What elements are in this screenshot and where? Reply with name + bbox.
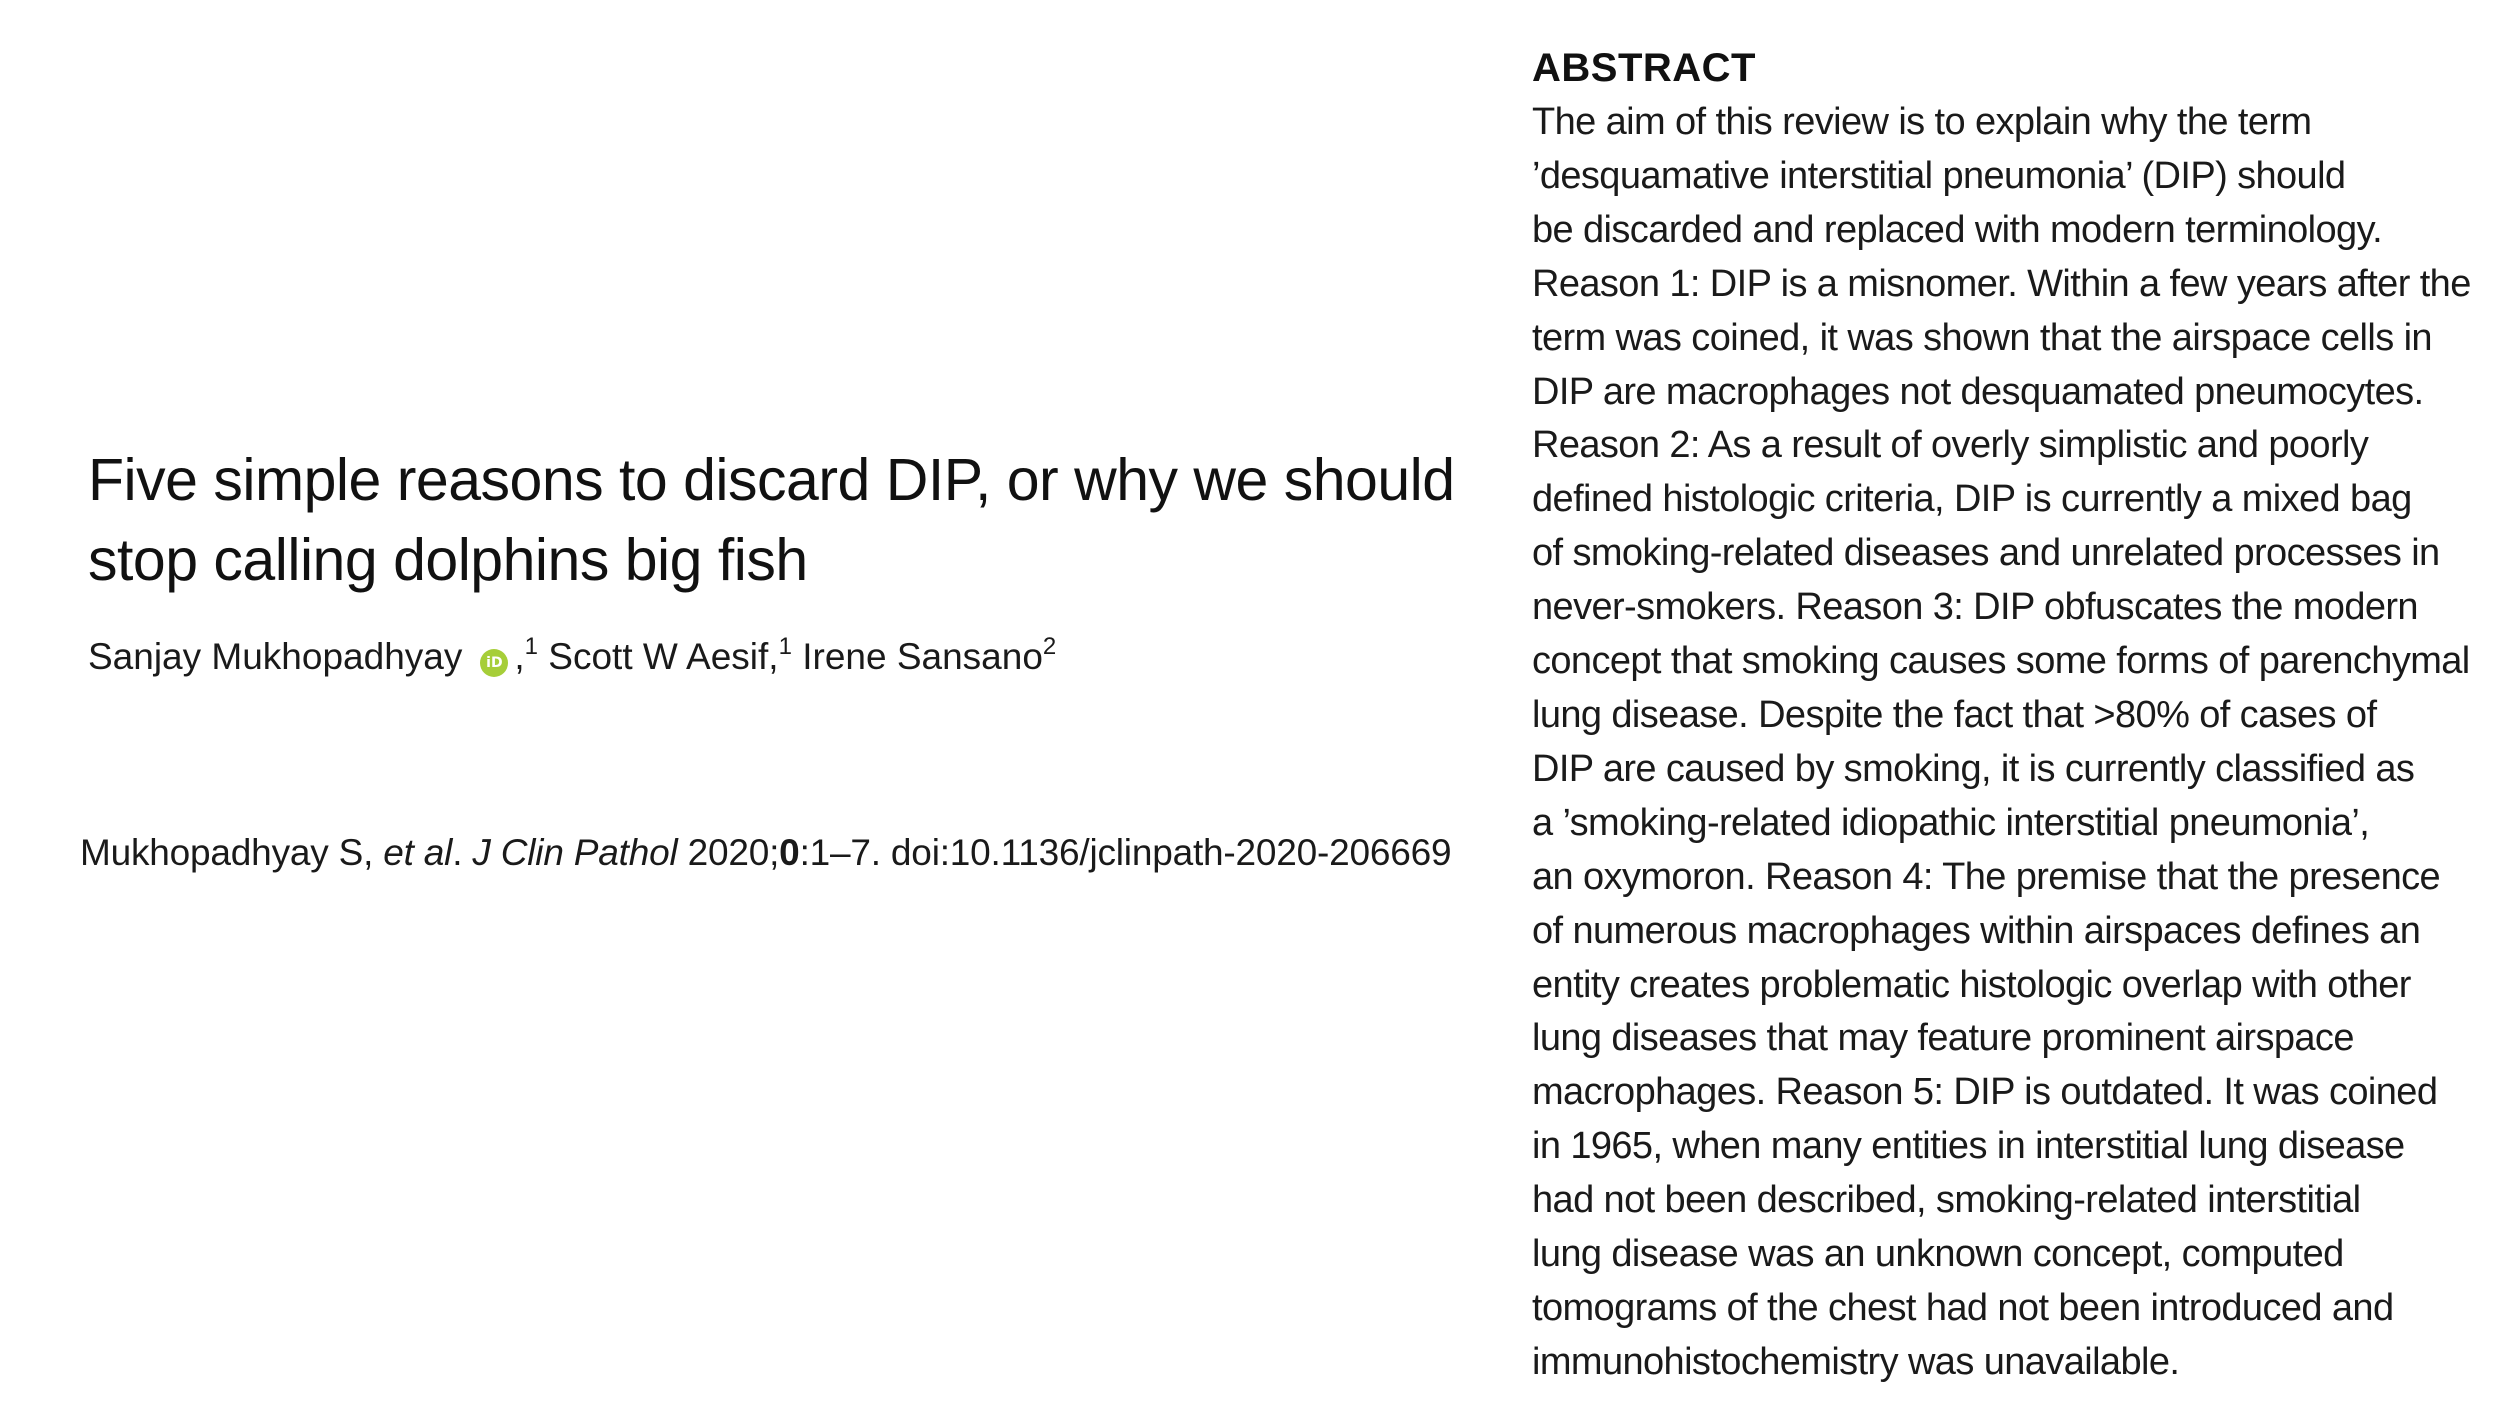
abstract-line: DIP are caused by smoking, it is currently classified as	[1532, 747, 2415, 790]
abstract-line: never-smokers. Reason 3: DIP obfuscates the modern	[1532, 586, 2418, 629]
abstract-line: of numerous macrophages within airspaces defines an	[1532, 909, 2421, 952]
abstract-line: in 1965, when many entities in interstitial lung disease	[1532, 1125, 2405, 1168]
citation-doi[interactable]: :1–7. doi:10.1136/jclinpath-2020-206669	[799, 832, 1452, 873]
abstract-line: entity creates problematic histologic overlap with other	[1532, 963, 2411, 1006]
citation-separator: .	[452, 832, 473, 873]
abstract-line: The aim of this review is to explain why the term	[1532, 101, 2312, 143]
author-affiliation: 1	[524, 633, 538, 660]
abstract-section	[1532, 40, 2512, 1390]
abstract-line: an oxymoron. Reason 4: The premise that the presence	[1532, 855, 2441, 898]
author-separator: ,	[514, 636, 525, 677]
citation-etal: et al	[383, 832, 453, 873]
article-title-line: Five simple reasons to discard DIP, or why we should	[88, 447, 1455, 513]
abstract-line: ’desquamative interstitial pneumonia’ (DIP) should	[1532, 154, 2346, 197]
abstract-line: Reason 1: DIP is a misnomer. Within a few years after the	[1532, 262, 2471, 305]
abstract-line: of smoking-related diseases and unrelated processes in	[1532, 532, 2440, 575]
author-name: Irene Sansano	[802, 636, 1043, 677]
abstract-line: defined histologic criteria, DIP is currently a mixed bag	[1532, 478, 2412, 521]
abstract-line: lung disease. Despite the fact that >80% of cases of	[1532, 693, 2377, 736]
abstract-line: be discarded and replaced with modern terminology.	[1532, 208, 2383, 251]
abstract-line: lung disease was an unknown concept, computed	[1532, 1233, 2344, 1276]
abstract-line: tomograms of the chest had not been introduced and	[1532, 1286, 2394, 1329]
abstract-line: term was coined, it was shown that the airspace cells in	[1532, 316, 2432, 359]
article-title	[88, 440, 1468, 600]
author-name: Scott W Aesif,	[548, 636, 779, 677]
abstract-line: Reason 2: As a result of overly simplistic and poorly	[1532, 424, 2369, 467]
citation-journal: J Clin Pathol	[472, 832, 678, 873]
author-name: Sanjay Mukhopadhyay	[88, 636, 463, 677]
abstract-line: lung diseases that may feature prominent airspace	[1532, 1017, 2354, 1060]
abstract-heading: ABSTRACT	[1532, 46, 1756, 90]
abstract-line: a ’smoking-related idiopathic interstitial pneumonia’,	[1532, 801, 2370, 844]
citation-year: 2020;	[677, 832, 780, 873]
abstract-line: immunohistochemistry was unavailable.	[1532, 1340, 2180, 1383]
author-list	[88, 630, 1468, 684]
author-affiliation: 1	[778, 633, 792, 660]
abstract-line: had not been described, smoking-related interstitial	[1532, 1179, 2361, 1222]
citation-volume: 0	[779, 832, 800, 873]
abstract-body	[1532, 96, 2512, 1390]
article-title-line: stop calling dolphins big fish	[88, 527, 808, 593]
abstract-line: DIP are macrophages not desquamated pneumocytes.	[1532, 370, 2424, 413]
abstract-line: concept that smoking causes some forms of parenchymal	[1532, 640, 2470, 683]
citation	[80, 826, 1480, 880]
citation-prefix: Mukhopadhyay S,	[80, 832, 384, 873]
author-affiliation: 2	[1042, 633, 1057, 660]
orcid-icon[interactable]: iD	[480, 649, 508, 677]
abstract-line: macrophages. Reason 5: DIP is outdated. It was coined	[1532, 1071, 2438, 1114]
